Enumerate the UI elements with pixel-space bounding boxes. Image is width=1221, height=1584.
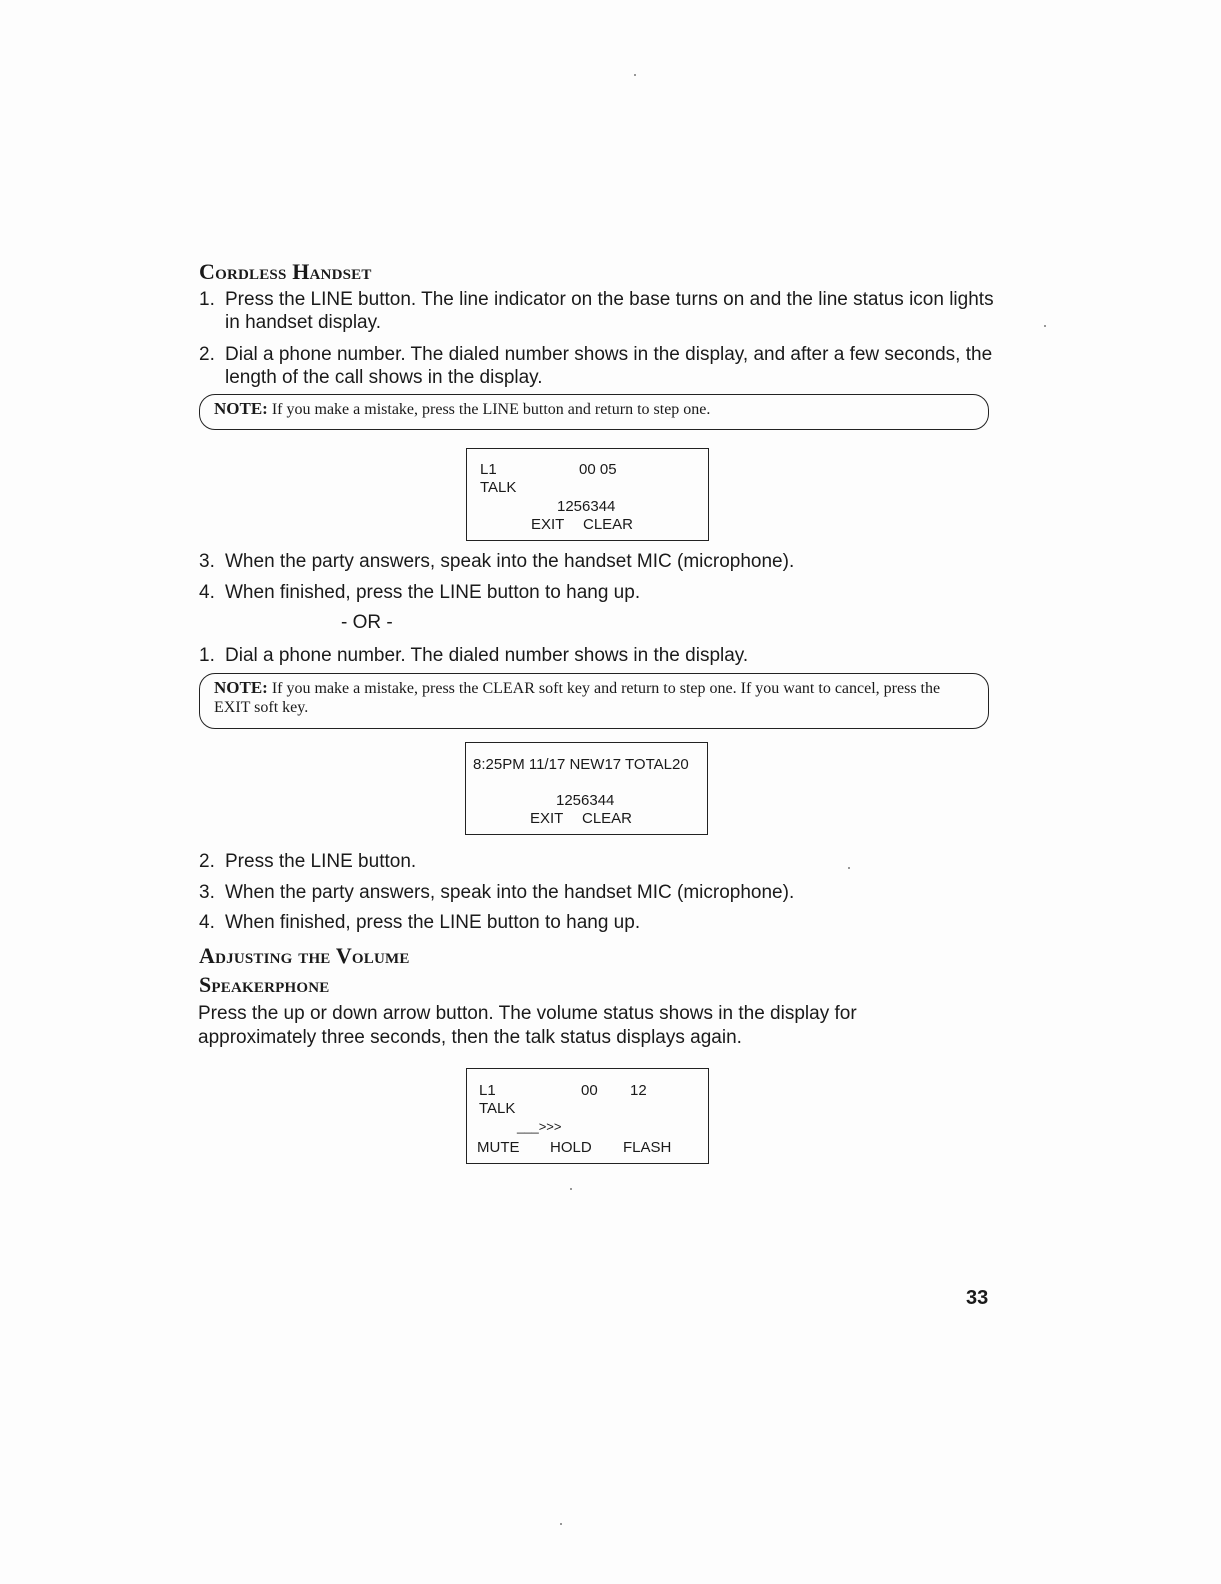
scan-speck bbox=[848, 867, 850, 869]
list-item bbox=[199, 850, 999, 874]
note-label: NOTE: bbox=[214, 678, 268, 697]
soft-key-exit: EXIT bbox=[531, 516, 565, 533]
display-header: 8:25PM 11/17 NEW17 TOTAL20 bbox=[473, 756, 689, 773]
soft-key-flash: FLASH bbox=[623, 1139, 672, 1156]
step-text: Dial a phone number. The dialed number shows in the display, and after a few seconds, the length of the call shows in the display. bbox=[225, 344, 993, 388]
display-line-indicator: L1 bbox=[479, 1082, 496, 1099]
display-call-timer-seconds: 12 bbox=[630, 1082, 647, 1099]
note-text: If you make a mistake, press the CLEAR soft key and return to step one. If you want to cancel, press the EXIT soft key. bbox=[214, 680, 941, 716]
list-item bbox=[199, 550, 999, 574]
step-text: Press the LINE button. bbox=[225, 851, 417, 872]
or-separator: - OR - bbox=[341, 612, 393, 633]
list-item bbox=[199, 288, 999, 334]
soft-key-exit: EXIT bbox=[530, 810, 564, 827]
step-text: Dial a phone number. The dialed number shows in the display. bbox=[225, 645, 749, 666]
step-number: 2. bbox=[199, 851, 215, 872]
step-number: 3. bbox=[199, 551, 215, 572]
display-call-timer-minutes: 00 bbox=[581, 1082, 598, 1099]
step-number: 1. bbox=[199, 645, 215, 666]
note-box bbox=[199, 394, 989, 430]
scan-speck bbox=[560, 1523, 562, 1525]
soft-key-clear: CLEAR bbox=[583, 516, 634, 533]
soft-key-clear: CLEAR bbox=[582, 810, 633, 827]
soft-key-hold: HOLD bbox=[550, 1139, 592, 1156]
scan-speck bbox=[1044, 325, 1046, 327]
note-label: NOTE: bbox=[214, 399, 268, 418]
step-number: 2. bbox=[199, 344, 215, 365]
step-text: When finished, press the LINE button to hang up. bbox=[225, 912, 641, 933]
step-number: 1. bbox=[199, 289, 215, 310]
list-item bbox=[199, 581, 999, 605]
list-item bbox=[199, 911, 999, 935]
note-box bbox=[199, 673, 989, 729]
display-status: TALK bbox=[480, 479, 517, 496]
handset-display bbox=[466, 1068, 709, 1164]
soft-key-mute: MUTE bbox=[477, 1139, 520, 1156]
handset-display bbox=[465, 742, 708, 835]
volume-paragraph: Press the up or down arrow button. The volume status shows in the display for approximately three seconds, then the talk status displays again. bbox=[198, 1003, 857, 1048]
section-heading-cordless-handset: Cordless Handset bbox=[199, 259, 372, 284]
step-number: 4. bbox=[199, 912, 215, 933]
step-text: When finished, press the LINE button to hang up. bbox=[225, 582, 641, 603]
list-item bbox=[199, 343, 999, 389]
display-status: TALK bbox=[479, 1100, 516, 1117]
display-call-timer: 00 05 bbox=[579, 461, 617, 478]
list-item bbox=[199, 644, 999, 668]
scan-speck bbox=[570, 1188, 572, 1190]
step-number: 4. bbox=[199, 582, 215, 603]
section-heading-adjusting-volume: Adjusting the Volume bbox=[199, 943, 410, 968]
subheading-speakerphone: Speakerphone bbox=[199, 972, 330, 997]
display-dialed-number: 1256344 bbox=[556, 792, 615, 809]
step-text: When the party answers, speak into the handset MIC (microphone). bbox=[225, 551, 795, 572]
page-number: 33 bbox=[966, 1287, 989, 1309]
display-dialed-number: 1256344 bbox=[557, 498, 616, 515]
list-item bbox=[199, 881, 999, 905]
scan-speck bbox=[634, 74, 636, 76]
volume-level-indicator: ___>>> bbox=[517, 1119, 562, 1134]
step-text: When the party answers, speak into the handset MIC (microphone). bbox=[225, 882, 795, 903]
handset-display bbox=[466, 448, 709, 541]
step-number: 3. bbox=[199, 882, 215, 903]
note-text: If you make a mistake, press the LINE button and return to step one. bbox=[271, 401, 711, 418]
step-text: Press the LINE button. The line indicator on the base turns on and the line status icon lights in handset display. bbox=[225, 289, 994, 333]
display-line-indicator: L1 bbox=[480, 461, 497, 478]
